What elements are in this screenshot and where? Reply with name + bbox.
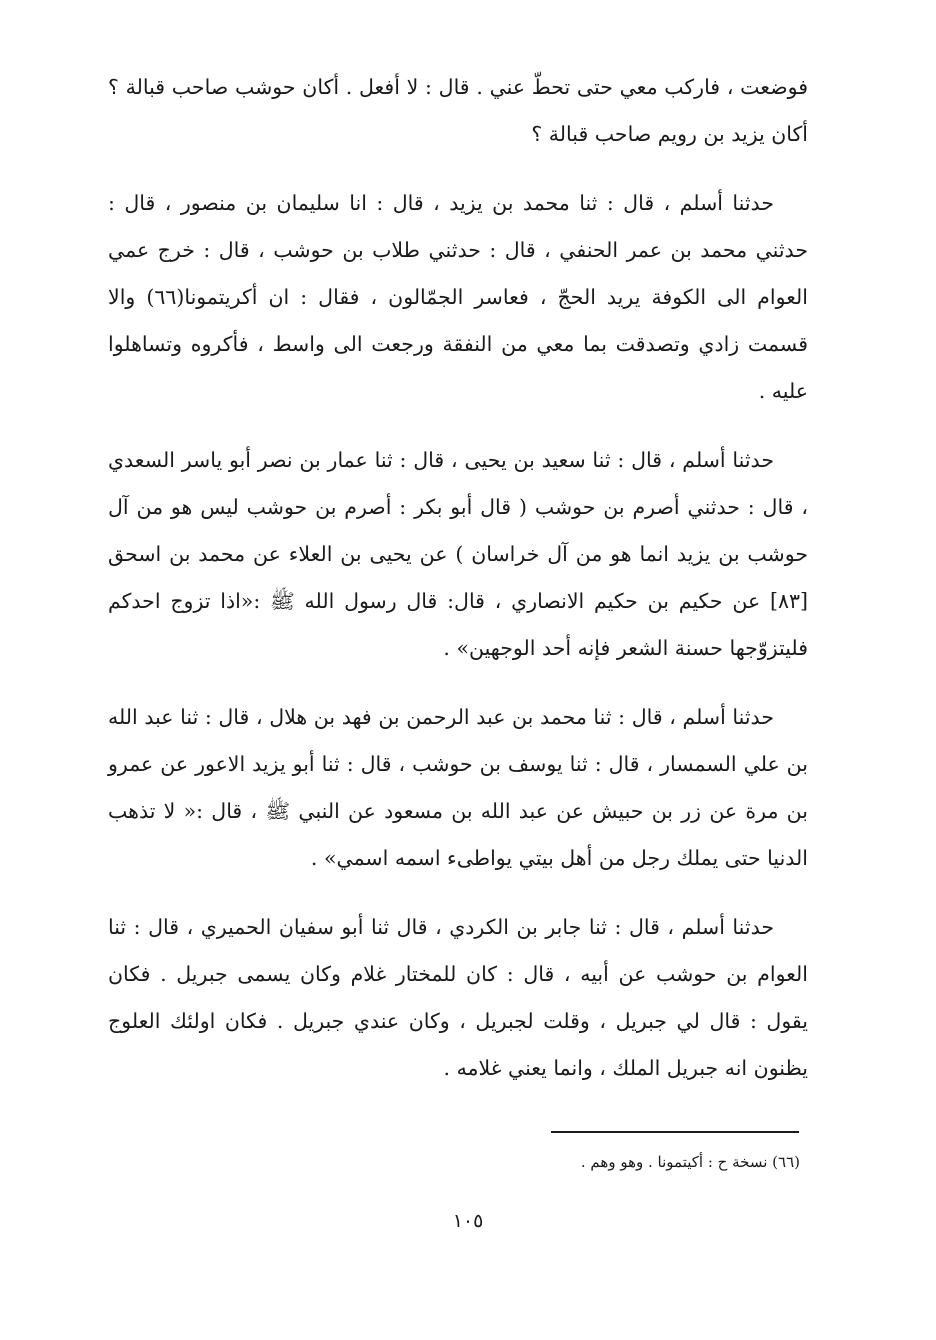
footnote: (٦٦) نسخة ح : أكيتمونا . وهو وهم . (580, 1153, 800, 1171)
page-number: ١٠٥ (452, 1210, 484, 1232)
paragraph-5: حدثنا أسلم ، قال : ثنا جابر بن الكردي ، قال ثنا أبو سفيان الحميري ، قال : ثنا العوام بن حوشب عن أبيه ، قال : كان للمختار غلام وكان يسمى جبريل . فكان يقول : قال لي جبريل ، وقلت لجبريل ، وكان عندي جبريل . فكان اولئك العلوج يظنون انه جبريل الملك ، وانما يعني غلامه . (108, 915, 808, 1080)
main-text (108, 64, 808, 1114)
paragraph-4: حدثنا أسلم ، قال : ثنا محمد بن عبد الرحمن بن فهد بن هلال ، قال : ثنا عبد الله بن علي السمسار ، قال : ثنا يوسف بن حوشب ، قال : ثنا أبو يزيد الاعور عن عمرو بن مرة عن زر بن حبيش عن عبد الله بن مسعود عن النبي ﷺ ، قال :« لا تذهب الدنيا حتى يملك رجل من أهل بيتي يواطىء اسمه اسمي» . (108, 705, 808, 870)
footnote-divider (551, 1131, 799, 1133)
paragraph-2: حدثنا أسلم ، قال : ثنا محمد بن يزيد ، قال : انا سليمان بن منصور ، قال : حدثني محمد بن عمر الحنفي ، قال : حدثني طلاب بن حوشب ، قال : خرج عمي العوام الى الكوفة يريد الحجّ ، فعاسر الجمّالون ، فقال : ان أكريتمونا(٦٦) والا قسمت زادي وتصدقت بما معي من النفقة ورجعت الى واسط ، فأكروه وتساهلوا عليه . (108, 191, 808, 403)
paragraph-1: فوضعت ، فاركب معي حتى تحطّ عني . قال : لا أفعل . أكان حوشب صاحب قبالة ؟ أكان يزيد بن رويم صاحب قبالة ؟ (108, 75, 808, 146)
paragraph-3: حدثنا أسلم ، قال : ثنا سعيد بن يحيى ، قال : ثنا عمار بن نصر أبو ياسر السعدي ، قال : حدثني أصرم بن حوشب ( قال أبو بكر : أصرم بن حوشب ليس هو من آل حوشب بن يزيد انما هو من آل خراسان ) عن يحيى بن العلاء عن محمد بن اسحق [٨٣] عن حكيم بن حكيم الانصاري ، قال: قال رسول الله ﷺ :«اذا تزوج احدكم فليتزوّجها حسنة الشعر فإنه أحد الوجهين» . (108, 448, 808, 660)
